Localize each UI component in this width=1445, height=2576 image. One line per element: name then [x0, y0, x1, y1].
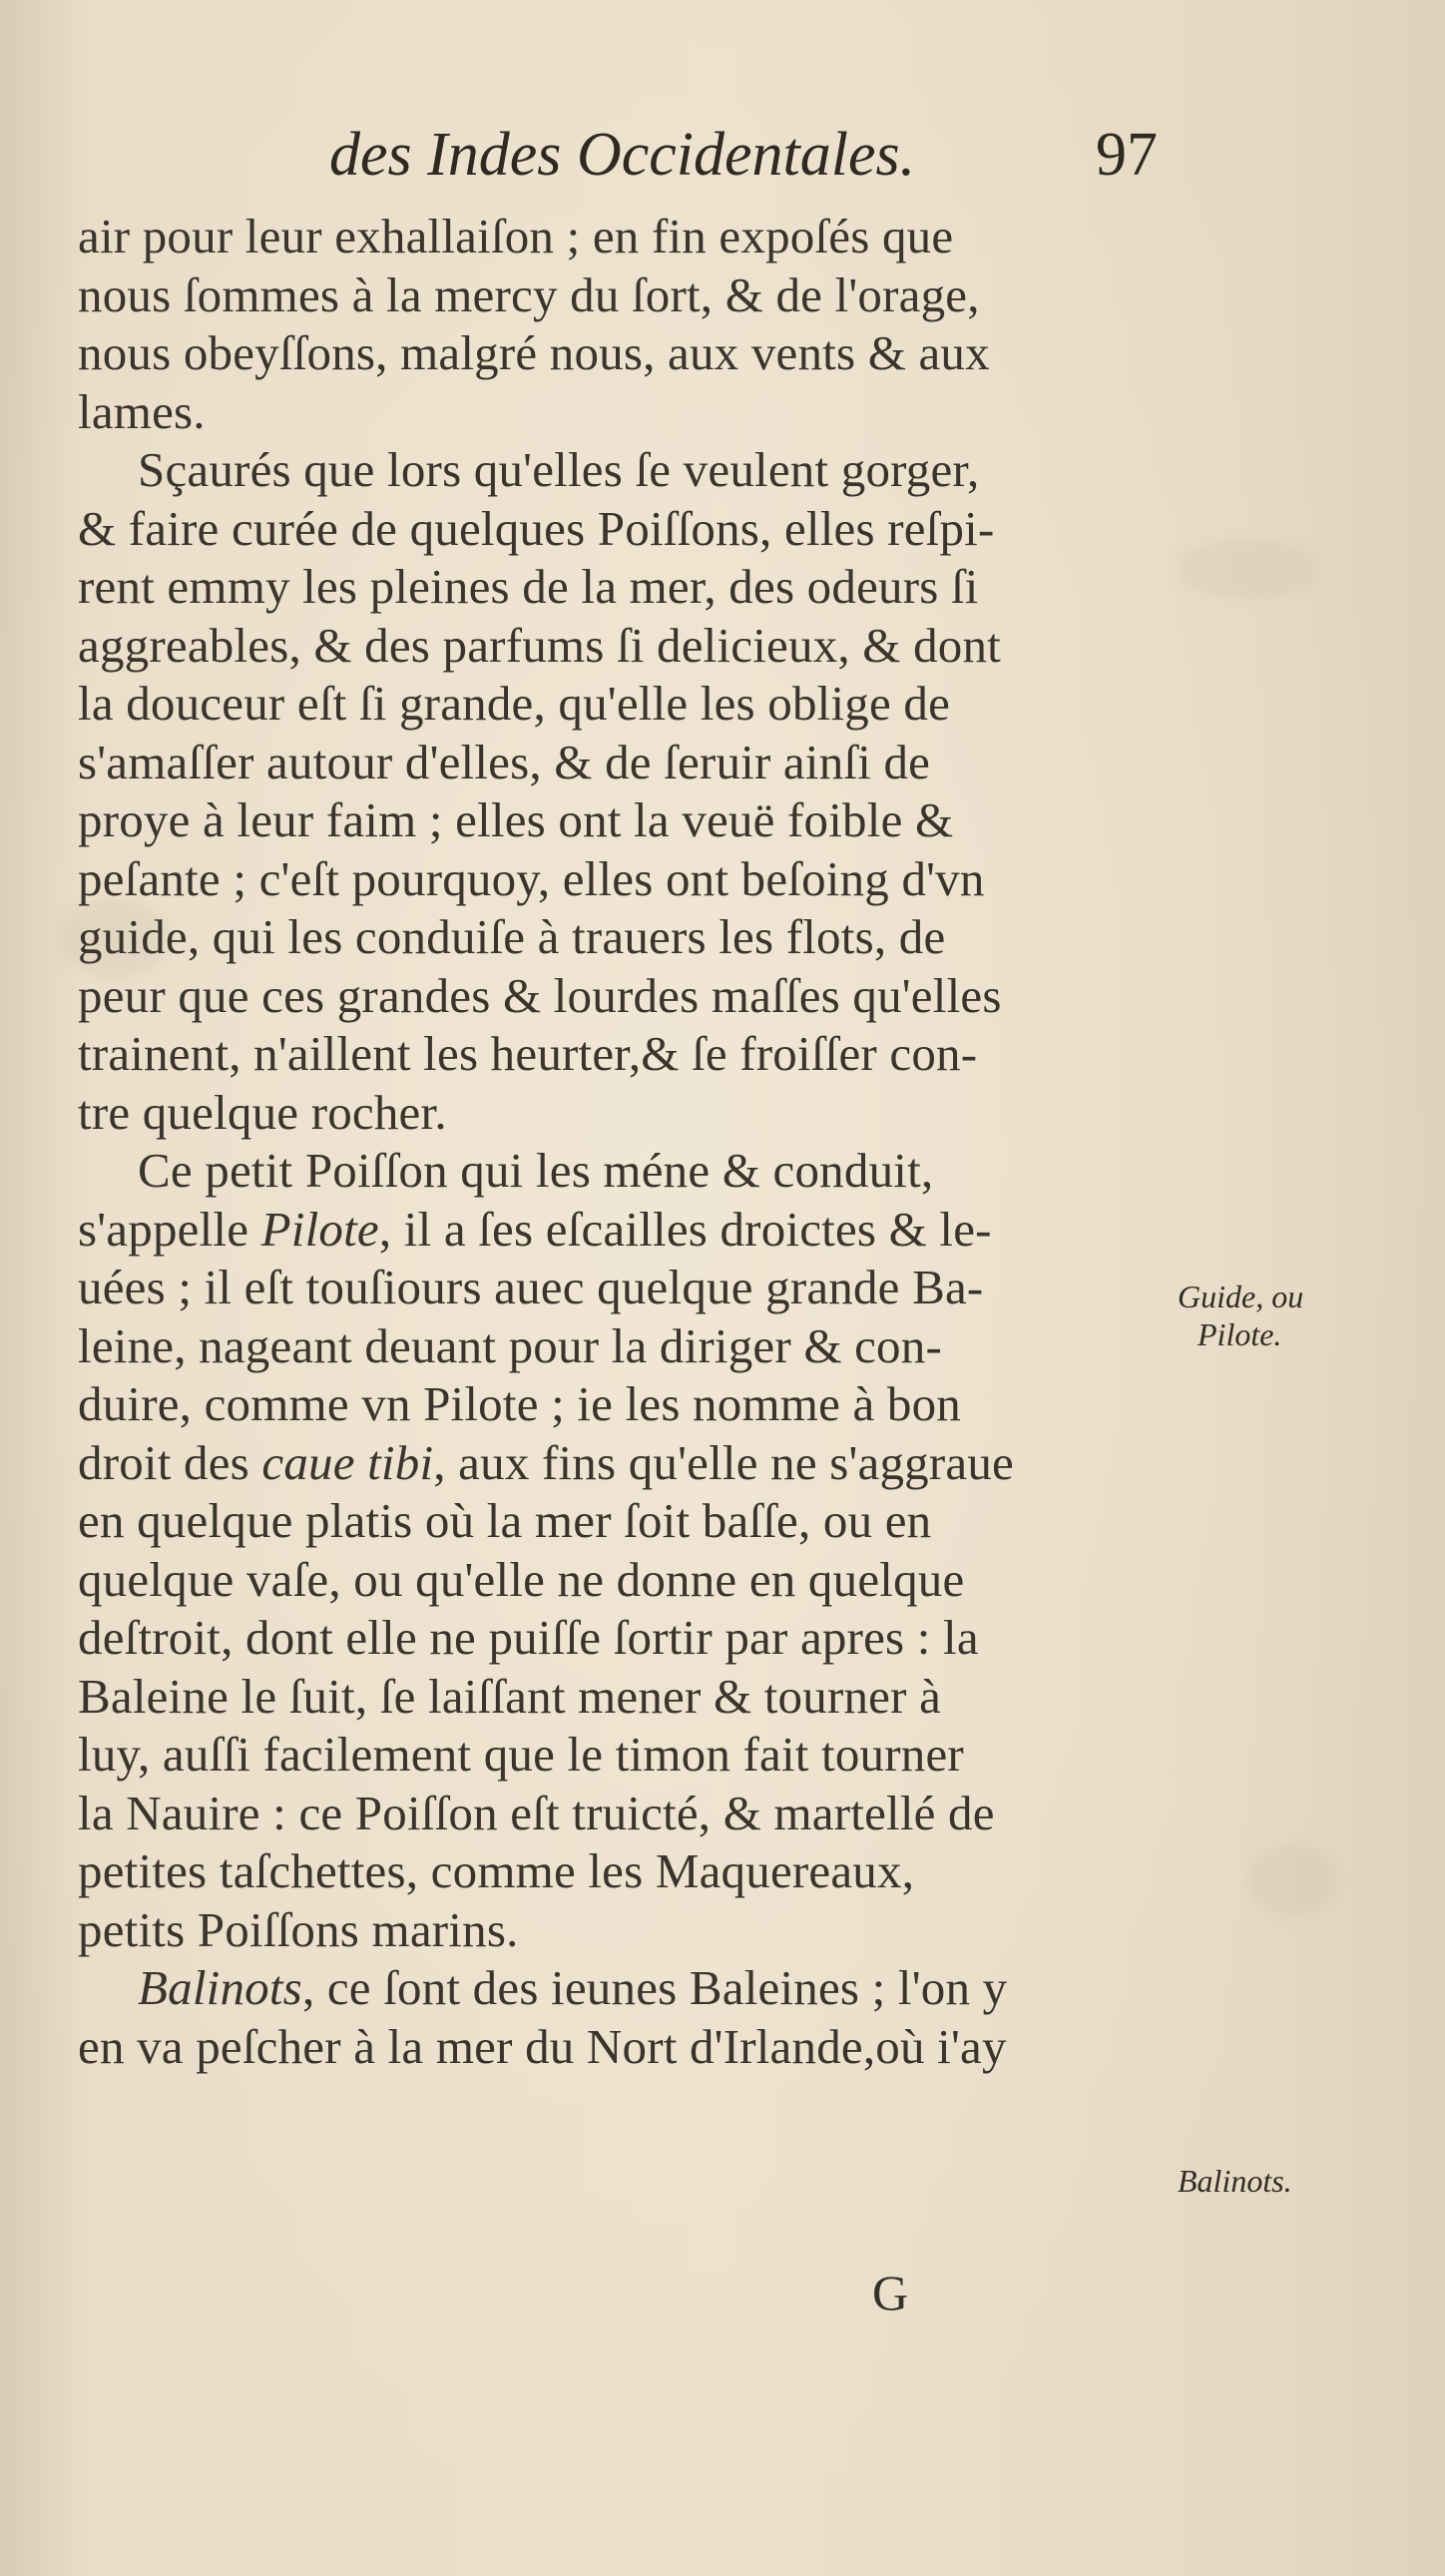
text-line: air pour leur exhallaiſon ; en fin expoſés que — [78, 209, 954, 263]
text-line: leine, nageant deuant pour la diriger & con- — [78, 1317, 942, 1373]
text-segment: , aux fins qu'elle ne s'aggraue — [433, 1434, 1014, 1490]
text-line: rent emmy les pleines de la mer, des odeurs ſi — [78, 559, 979, 614]
text-line: Ce petit Poiſſon qui les méne & conduit, — [138, 1143, 934, 1198]
text-segment: , ce ſont des ieunes Baleines ; l'on y — [301, 1960, 1008, 2015]
running-title: des Indes Occidentales. — [329, 121, 916, 189]
text-line: deſtroit, dont elle ne puiſſe ſortir par apres : la — [78, 1610, 979, 1665]
text-line: trainent, n'aillent les heurter,& ſe froiſſer con- — [78, 1026, 978, 1081]
text-segment: droit des — [78, 1434, 262, 1490]
text-line: petites taſchettes, comme les Maquereaux, — [78, 1843, 915, 1898]
text-segment: , il a ſes eſcailles droictes & le- — [378, 1201, 992, 1257]
margin-note-guide: Guide, ou — [1178, 1279, 1304, 1314]
italic-term: Balinots — [138, 1960, 302, 2015]
text-line: la Nauire : ce Poiſſon eſt truicté, & martellé de — [78, 1785, 995, 1840]
text-line: lames. — [78, 383, 206, 439]
body-text — [58, 208, 1176, 2076]
text-line: aggreables, & des parfums ſi delicieux, & dont — [78, 617, 1001, 673]
text-line — [58, 1201, 1176, 1260]
page-number: 97 — [1096, 121, 1158, 189]
text-line: s'amaſſer autour d'elles, & de ſeruir ainſi de — [78, 734, 931, 789]
text-line: Baleine le ſuit, ſe laiſſant mener & tourner à — [78, 1668, 942, 1724]
text-line: en quelque platis où la mer ſoit baſſe, ou en — [78, 1493, 932, 1548]
text-segment: s'appelle — [78, 1201, 261, 1257]
text-line: en va peſcher à la mer du Nort d'Irlande,où i'ay — [78, 2018, 1007, 2074]
text-line — [58, 1959, 1176, 2018]
italic-term: Pilote — [260, 1201, 379, 1257]
signature-mark: G — [872, 2265, 909, 2320]
text-line: luy, auſſi facilement que le timon fait tourner — [78, 1727, 964, 1782]
text-line: uées ; il eſt touſiours auec quelque grande Ba- — [78, 1260, 984, 1314]
text-line: peur que ces grandes & lourdes maſſes qu'elles — [78, 967, 1002, 1023]
text-line: la douceur eſt ſi grande, qu'elle les oblige de — [78, 676, 951, 731]
text-line: nous obeyſſons, malgré nous, aux vents & aux — [78, 325, 990, 380]
text-line — [58, 1434, 1176, 1493]
text-line: peſante ; c'eſt pourquoy, elles ont beſoing d'vn — [78, 850, 985, 906]
page-header — [329, 120, 1158, 200]
text-line: petits Poiſſons marins. — [78, 1901, 519, 1957]
text-line: proye à leur faim ; elles ont la veuë foible & — [78, 792, 954, 847]
text-line: duire, comme vn Pilote ; ie les nomme à bon — [78, 1376, 961, 1431]
text-line: nous ſommes à la mercy du ſort, & de l'orage, — [78, 266, 980, 322]
margin-note-pilote: Pilote. — [1198, 1316, 1282, 1352]
margin-note-balinots: Balinots. — [1178, 2163, 1292, 2199]
text-line: quelque vaſe, ou qu'elle ne donne en quelque — [78, 1551, 965, 1607]
text-line: Sçaurés que lors qu'elles ſe veulent gorger, — [138, 442, 980, 497]
paper-stain — [1247, 1846, 1337, 1916]
paper-stain — [1178, 539, 1317, 599]
italic-term: caue tibi — [261, 1434, 434, 1490]
text-line: guide, qui les conduiſe à trauers les flots, de — [78, 909, 946, 964]
text-line: tre quelque rocher. — [78, 1084, 447, 1140]
text-line: & faire curée de quelques Poiſſons, elles reſpi- — [78, 500, 995, 556]
